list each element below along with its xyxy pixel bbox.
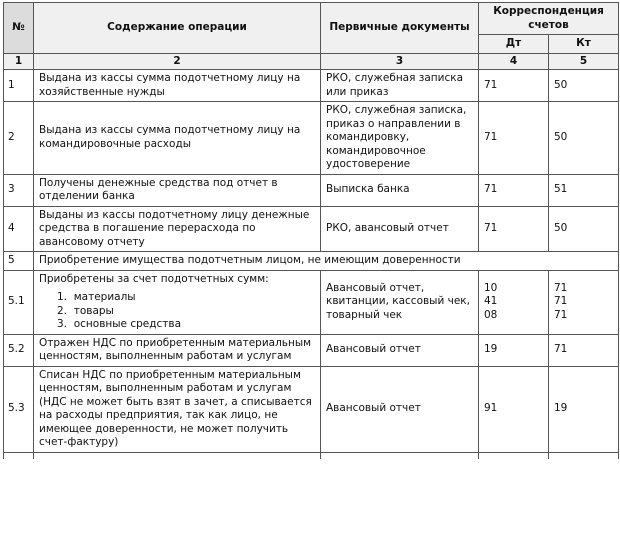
row-number: 5 bbox=[4, 252, 34, 271]
table-row bbox=[4, 102, 619, 175]
table-row-cut bbox=[4, 452, 619, 459]
operation-content bbox=[34, 270, 321, 334]
list-item-text: товары bbox=[73, 304, 114, 317]
credit-account: 19 bbox=[549, 366, 619, 452]
operation-content: Списан НДС по приобретенным материальным ценностям, выполненным работам и услугам (НДС не может быть взят в зачет, а списывается на расходы предприятия, так как лицо, не имеющее доверенности, не может получить счет-фактуру) bbox=[34, 366, 321, 452]
table-row bbox=[4, 366, 619, 452]
row-number: 5.2 bbox=[4, 334, 34, 366]
credit-account: 71 bbox=[554, 308, 568, 321]
row-number: 2 bbox=[4, 102, 34, 175]
list-item bbox=[57, 318, 315, 332]
operations-table bbox=[3, 2, 619, 459]
debit-account: 19 bbox=[479, 334, 549, 366]
header-content: Содержание операции bbox=[34, 3, 321, 54]
list-item bbox=[57, 305, 315, 319]
debit-account: 71 bbox=[479, 206, 549, 252]
operation-content: Отражен НДС по приобретенным материальным ценностям, выполненным работам и услугам bbox=[34, 334, 321, 366]
operation-content: Выдана из кассы сумма подотчетному лицу на командировочные расходы bbox=[34, 102, 321, 175]
list-item-text: основные средства bbox=[73, 318, 182, 330]
list-marker: 2. bbox=[57, 304, 68, 317]
list-item-text: материалы bbox=[73, 291, 136, 303]
header-num: № bbox=[4, 3, 34, 54]
row-number: 5.3 bbox=[4, 366, 34, 452]
credit-account: 71 bbox=[554, 281, 568, 294]
header-row bbox=[4, 3, 619, 35]
debit-account: 71 bbox=[479, 174, 549, 206]
primary-documents: Выписка банка bbox=[321, 174, 479, 206]
table-row bbox=[4, 270, 619, 334]
header-docs: Первичные документы bbox=[321, 3, 479, 54]
row-number: 3 bbox=[4, 174, 34, 206]
list-item bbox=[57, 291, 315, 305]
primary-documents: РКО, служебная записка, приказ о направлении в командировку, командировочное удостоверение bbox=[321, 102, 479, 175]
header-correspondence: Корреспонденция счетов bbox=[479, 3, 619, 35]
empty-cell bbox=[321, 452, 479, 459]
credit-account: 50 bbox=[549, 102, 619, 175]
debit-accounts bbox=[479, 270, 549, 334]
credit-account: 71 bbox=[554, 295, 568, 308]
row-number: 1 bbox=[4, 70, 34, 102]
primary-documents: РКО, служебная записка или приказ bbox=[321, 70, 479, 102]
header-kt: Кт bbox=[549, 35, 619, 54]
column-index: 5 bbox=[549, 53, 619, 70]
column-index: 2 bbox=[34, 53, 321, 70]
purchase-list bbox=[57, 291, 315, 332]
credit-account: 51 bbox=[549, 174, 619, 206]
credit-account: 71 bbox=[549, 334, 619, 366]
empty-cell bbox=[4, 452, 34, 459]
primary-documents: РКО, авансовый отчет bbox=[321, 206, 479, 252]
empty-cell bbox=[479, 452, 549, 459]
empty-cell bbox=[34, 452, 321, 459]
operation-title: Приобретены за счет подотчетных сумм: bbox=[39, 272, 269, 285]
primary-documents: Авансовый отчет, квитанции, кассовый чек, товарный чек bbox=[321, 270, 479, 334]
operation-content: Выдана из кассы сумма подотчетному лицу на хозяйственные нужды bbox=[34, 70, 321, 102]
table-row bbox=[4, 174, 619, 206]
column-index: 1 bbox=[4, 53, 34, 70]
debit-account: 71 bbox=[479, 70, 549, 102]
empty-cell bbox=[549, 452, 619, 459]
table-row bbox=[4, 252, 619, 271]
operation-content: Получены денежные средства под отчет в отделении банка bbox=[34, 174, 321, 206]
credit-account: 50 bbox=[549, 70, 619, 102]
credit-accounts bbox=[549, 270, 619, 334]
debit-account: 71 bbox=[479, 102, 549, 175]
row-number: 4 bbox=[4, 206, 34, 252]
column-index-row bbox=[4, 53, 619, 70]
column-index: 4 bbox=[479, 53, 549, 70]
operation-content: Выданы из кассы подотчетному лицу денежные средства в погашение перерасхода по авансовому отчету bbox=[34, 206, 321, 252]
list-marker: 3. bbox=[57, 318, 68, 330]
debit-account: 91 bbox=[479, 366, 549, 452]
primary-documents: Авансовый отчет bbox=[321, 334, 479, 366]
list-marker: 1. bbox=[57, 291, 68, 303]
row-number: 5.1 bbox=[4, 270, 34, 334]
debit-account: 10 bbox=[484, 281, 498, 294]
column-index: 3 bbox=[321, 53, 479, 70]
table-row bbox=[4, 334, 619, 366]
table-row bbox=[4, 70, 619, 102]
table-row bbox=[4, 206, 619, 252]
primary-documents: Авансовый отчет bbox=[321, 366, 479, 452]
header-dt: Дт bbox=[479, 35, 549, 54]
debit-account: 08 bbox=[484, 308, 498, 321]
debit-account: 41 bbox=[484, 295, 498, 308]
credit-account: 50 bbox=[549, 206, 619, 252]
section-heading: Приобретение имущества подотчетным лицом, не имеющим доверенности bbox=[34, 252, 619, 271]
